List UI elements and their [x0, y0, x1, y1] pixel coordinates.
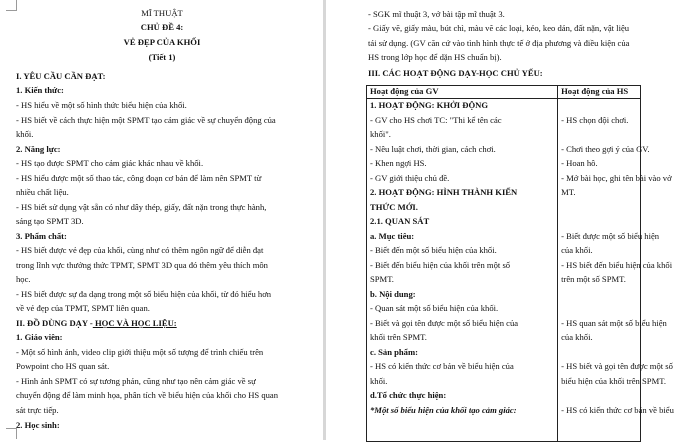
- paragraph: - HS hiểu được một số thao tác, công đoạn cơ bản để làm nên SPMT từ: [16, 173, 262, 183]
- section-heading: [16, 318, 177, 329]
- table-line: - Biết được một số biểu hiện: [561, 231, 660, 241]
- table-line: - HS có kiến thức cơ bản về biểu: [561, 405, 674, 415]
- table-line: - HS quan sát một số biểu hiện: [561, 318, 667, 328]
- table-line: - Biết đến biểu hiện của khối trên một số: [370, 260, 511, 270]
- paragraph: Powpoint cho HS quan sát.: [16, 361, 110, 371]
- paragraph: trong lĩnh vực thưởng thức TPMT, SPMT 3D qua đó thêm yêu thích môn: [16, 260, 268, 270]
- section-heading-part: HỌC VÀ HỌC LIỆU:: [92, 318, 177, 328]
- paragraph: về vẻ đẹp của TPMT, SPMT liên quan.: [16, 303, 150, 313]
- activity-subheading: 2.1. QUAN SÁT: [370, 216, 430, 226]
- paragraph: - Một số hình ảnh, video clip giới thiệu một số tượng để trình chiếu trên: [16, 347, 264, 357]
- subsection-heading: 2. Năng lực:: [16, 144, 61, 154]
- table-line: - Hoan hô.: [561, 158, 598, 168]
- table-line: khối.: [370, 376, 388, 386]
- left-page: [0, 0, 324, 440]
- paragraph: - Giấy vẽ, giấy màu, bút chì, màu vẽ các loại, kéo, keo dán, đất nặn, vật liệu: [368, 23, 630, 33]
- table-line: biểu hiện của khối trên SPMT.: [561, 376, 666, 386]
- paragraph: sáng tạo SPMT 3D.: [16, 216, 84, 226]
- table-line: - GV cho HS chơi TC: "Thi kể tên các: [370, 115, 502, 125]
- paragraph: chuyển động để làm minh họa, phân tích về biểu hiện của khối cho HS quan: [16, 390, 279, 400]
- table-line: - Biết và gọi tên được một số biểu hiện của: [370, 318, 519, 328]
- table-header-gv: Hoạt động của GV: [367, 86, 558, 99]
- subsection-heading: 3. Phẩm chất:: [16, 231, 67, 241]
- activity-subheading: d.Tổ chức thực hiện:: [370, 390, 447, 400]
- activity-subheading: b. Nội dung:: [370, 289, 416, 299]
- paragraph: sát trực tiếp.: [16, 405, 59, 415]
- table-line: khối".: [370, 129, 391, 139]
- activity-heading: 2. HOẠT ĐỘNG: HÌNH THÀNH KIẾN: [370, 187, 518, 197]
- paragraph: - HS hiểu về một số hình thức biểu hiện của khối.: [16, 100, 187, 110]
- paragraph: HS trong lớp học để dặn HS chuẩn bị).: [368, 52, 502, 62]
- activity-heading: 1. HOẠT ĐỘNG: KHỞI ĐỘNG: [370, 100, 489, 110]
- table-line: - Mở bài học, ghi tên bài vào vở: [561, 173, 672, 183]
- hs-column-cell: [558, 99, 674, 442]
- table-line: - GV giới thiệu chủ đề.: [370, 173, 450, 183]
- section-heading: III. CÁC HOẠT ĐỘNG DẠY-HỌC CHỦ YẾU:: [368, 68, 543, 78]
- table-line: *Một số biểu hiện của khối tạo cảm giác:: [370, 405, 517, 415]
- table-line: - HS biết đến biểu hiện của khối: [561, 260, 673, 270]
- table-line: - HS biết và gọi tên được một số: [561, 361, 673, 371]
- paragraph: - SGK mĩ thuật 3, vở bài tập mĩ thuật 3.: [368, 9, 505, 19]
- paragraph: học.: [16, 274, 31, 284]
- gv-column-cell: [367, 99, 558, 442]
- table-line: trên một số SPMT.: [561, 274, 626, 284]
- table-line: - Biết đến một số biểu hiện của khối.: [370, 245, 497, 255]
- table-line: của khối.: [561, 245, 593, 255]
- paragraph: - HS biết được sự đa dạng trong một số biểu hiện của khối, từ đó hiểu hơn: [16, 289, 272, 299]
- paragraph: - HS biết sử dụng vật sẵn có như dây thép, giấy, đất nặn trong thực hành,: [16, 202, 267, 212]
- right-page: [326, 0, 674, 440]
- paragraph: khối.: [16, 129, 34, 139]
- paragraph: nhiều chất liệu.: [16, 187, 69, 197]
- paragraph: - HS biết về cách thực hiện một SPMT tạo cảm giác về sự chuyển động của: [16, 115, 276, 125]
- table-line: - Nêu luật chơi, thời gian, cách chơi.: [370, 144, 496, 154]
- lesson-title: VẺ ĐẸP CỦA KHỐI: [123, 37, 201, 47]
- table-line: của khối.: [561, 332, 593, 342]
- paragraph: - Hình ảnh SPMT có sự tương phản, cũng như tạo nên cảm giác về sự: [16, 376, 256, 386]
- section-heading-part: II. ĐỒ DÙNG DẠY -: [16, 318, 93, 328]
- activity-subheading: a. Mục tiêu:: [370, 231, 415, 241]
- paragraph: - HS tạo được SPMT cho cảm giác khác nhau về khối.: [16, 158, 204, 168]
- table-line: - Khen ngợi HS.: [370, 158, 427, 168]
- table-line: - HS có kiến thức cơ bản về biểu hiện của: [370, 361, 514, 371]
- table-line: - HS chọn đội chơi.: [561, 115, 629, 125]
- section-heading: I. YÊU CẦU CẦN ĐẠT:: [16, 71, 106, 81]
- period-label: (Tiết 1): [148, 52, 176, 62]
- activity-table: [366, 85, 674, 442]
- table-line: - Quan sát một số biểu hiện của khối.: [370, 303, 499, 313]
- subsection-heading: 1. Giáo viên:: [16, 332, 63, 342]
- paragraph: - HS biết được vẻ đẹp của khối, cùng như có thêm ngôn ngữ để diễn đạt: [16, 245, 264, 255]
- table-line: khối trên SPMT.: [370, 332, 427, 342]
- table-line: - Chơi theo gợi ý của GV.: [561, 144, 650, 154]
- table-line: SPMT.: [370, 274, 394, 284]
- subsection-heading: 1. Kiến thức:: [16, 85, 64, 95]
- table-line: MT.: [561, 187, 576, 197]
- activity-heading: THỨC MỚI.: [370, 202, 418, 212]
- table-header-hs: Hoạt động của HS: [558, 86, 641, 99]
- subsection-heading: 2. Học sinh:: [16, 420, 60, 430]
- paragraph: tái sử dụng. (GV căn cứ vào tình hình thực tế ở địa phương và điều kiện của: [368, 38, 630, 48]
- activity-subheading: c. Sản phẩm:: [370, 347, 418, 357]
- topic-heading: CHỦ ĐỀ 4:: [140, 22, 184, 32]
- subject-heading: MĨ THUẬT: [141, 8, 183, 18]
